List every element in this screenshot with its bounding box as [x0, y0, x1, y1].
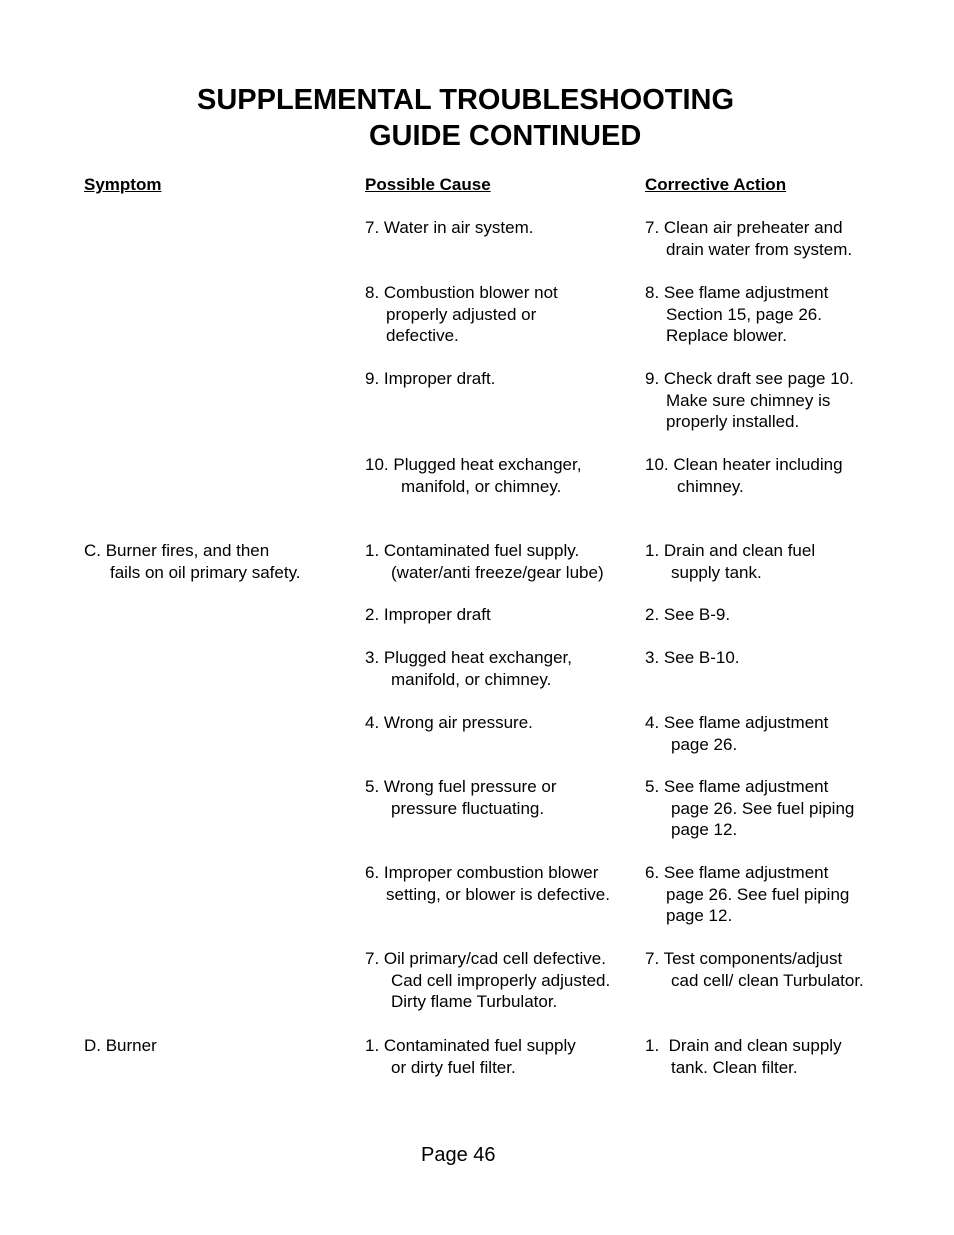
table-row-symptom: [84, 540, 301, 583]
cause-line: setting, or blower is defective.: [386, 884, 610, 904]
table-row-action: [645, 948, 864, 991]
cause-line: pressure fluctuating.: [391, 798, 545, 818]
table-row-cause: [365, 712, 533, 734]
cause-line: Cad cell improperly adjusted.: [391, 970, 611, 990]
action-line: 2. See B-9.: [645, 605, 731, 624]
symptom-line: D. Burner: [84, 1036, 157, 1055]
cause-line: 7. Water in air system.: [365, 218, 534, 237]
cause-line: Dirty flame Turbulator.: [391, 992, 558, 1012]
table-row-action: [645, 368, 854, 433]
action-line: page 26.: [671, 734, 738, 754]
action-line: chimney.: [677, 476, 744, 496]
cause-line: 3. Plugged heat exchanger,: [365, 648, 572, 667]
action-line: Section 15, page 26.: [666, 304, 822, 324]
table-row-cause: [365, 948, 610, 1013]
action-line: 5. See flame adjustment: [645, 777, 829, 796]
table-row-action: [645, 454, 843, 497]
cause-line: 8. Combustion blower not: [365, 283, 558, 302]
cause-line: 2. Improper draft: [365, 605, 491, 624]
action-line: 9. Check draft see page 10.: [645, 369, 854, 388]
table-row-cause: [365, 604, 491, 626]
action-line: page 12.: [666, 906, 733, 926]
cause-line: 6. Improper combustion blower: [365, 863, 599, 882]
table-row-action: [645, 647, 740, 669]
action-line: Replace blower.: [666, 326, 787, 346]
table-row-cause: [365, 454, 581, 497]
page-title-line-1: SUPPLEMENTAL TROUBLESHOOTING: [197, 84, 735, 116]
cause-line: properly adjusted or: [386, 304, 537, 324]
table-row-cause: [365, 776, 557, 819]
action-line: supply tank.: [671, 562, 762, 582]
cause-line: 4. Wrong air pressure.: [365, 713, 533, 732]
cause-line: defective.: [386, 326, 459, 346]
table-row-cause: [365, 540, 604, 583]
table-row-symptom: [84, 1035, 157, 1057]
cause-line: 7. Oil primary/cad cell defective.: [365, 949, 606, 968]
table-row-cause: [365, 1035, 576, 1078]
column-header-symptom: Symptom: [84, 175, 162, 194]
page-number: Page 46: [421, 1144, 496, 1166]
action-line: 8. See flame adjustment: [645, 283, 829, 302]
cause-line: 1. Contaminated fuel supply: [365, 1036, 576, 1055]
action-line: 10. Clean heater including: [645, 455, 843, 474]
action-line: 3. See B-10.: [645, 648, 740, 667]
action-line: 1. Drain and clean supply: [645, 1036, 842, 1055]
column-header-possible-cause: Possible Cause: [365, 175, 491, 194]
cause-line: 10. Plugged heat exchanger,: [365, 455, 582, 474]
symptom-line: C. Burner fires, and then: [84, 541, 270, 560]
table-row-action: [645, 862, 849, 927]
column-header-corrective-action: Corrective Action: [645, 175, 787, 194]
cause-line: 5. Wrong fuel pressure or: [365, 777, 557, 796]
symptom-line: fails on oil primary safety.: [110, 562, 301, 582]
table-row-action: [645, 776, 854, 841]
action-line: page 26. See fuel piping: [671, 798, 855, 818]
table-row-action: [645, 1035, 842, 1078]
action-line: properly installed.: [666, 412, 800, 432]
cause-line: manifold, or chimney.: [391, 669, 552, 689]
action-line: 7. Test components/adjust: [645, 949, 843, 968]
action-line: tank. Clean filter.: [671, 1057, 798, 1077]
page-title-line-2: GUIDE CONTINUED: [369, 120, 642, 152]
table-row-action: [645, 604, 730, 626]
action-line: 7. Clean air preheater and: [645, 218, 843, 237]
action-line: Make sure chimney is: [666, 390, 831, 410]
table-row-cause: [365, 217, 533, 239]
table-row-cause: [365, 282, 558, 347]
cause-line: (water/anti freeze/gear lube): [391, 562, 604, 582]
table-row-cause: [365, 647, 572, 690]
action-line: drain water from system.: [666, 239, 853, 259]
cause-line: or dirty fuel filter.: [391, 1057, 516, 1077]
cause-line: manifold, or chimney.: [401, 476, 562, 496]
action-line: 1. Drain and clean fuel: [645, 541, 816, 560]
cause-line: 9. Improper draft.: [365, 369, 496, 388]
cause-line: 1. Contaminated fuel supply.: [365, 541, 580, 560]
action-line: page 26. See fuel piping: [666, 884, 850, 904]
table-row-cause: [365, 862, 610, 905]
action-line: page 12.: [671, 820, 738, 840]
table-row-action: [645, 540, 815, 583]
action-line: 6. See flame adjustment: [645, 863, 829, 882]
table-row-action: [645, 282, 828, 347]
table-row-cause: [365, 368, 495, 390]
table-row-action: [645, 712, 828, 755]
action-line: 4. See flame adjustment: [645, 713, 829, 732]
action-line: cad cell/ clean Turbulator.: [671, 970, 864, 990]
table-row-action: [645, 217, 852, 260]
